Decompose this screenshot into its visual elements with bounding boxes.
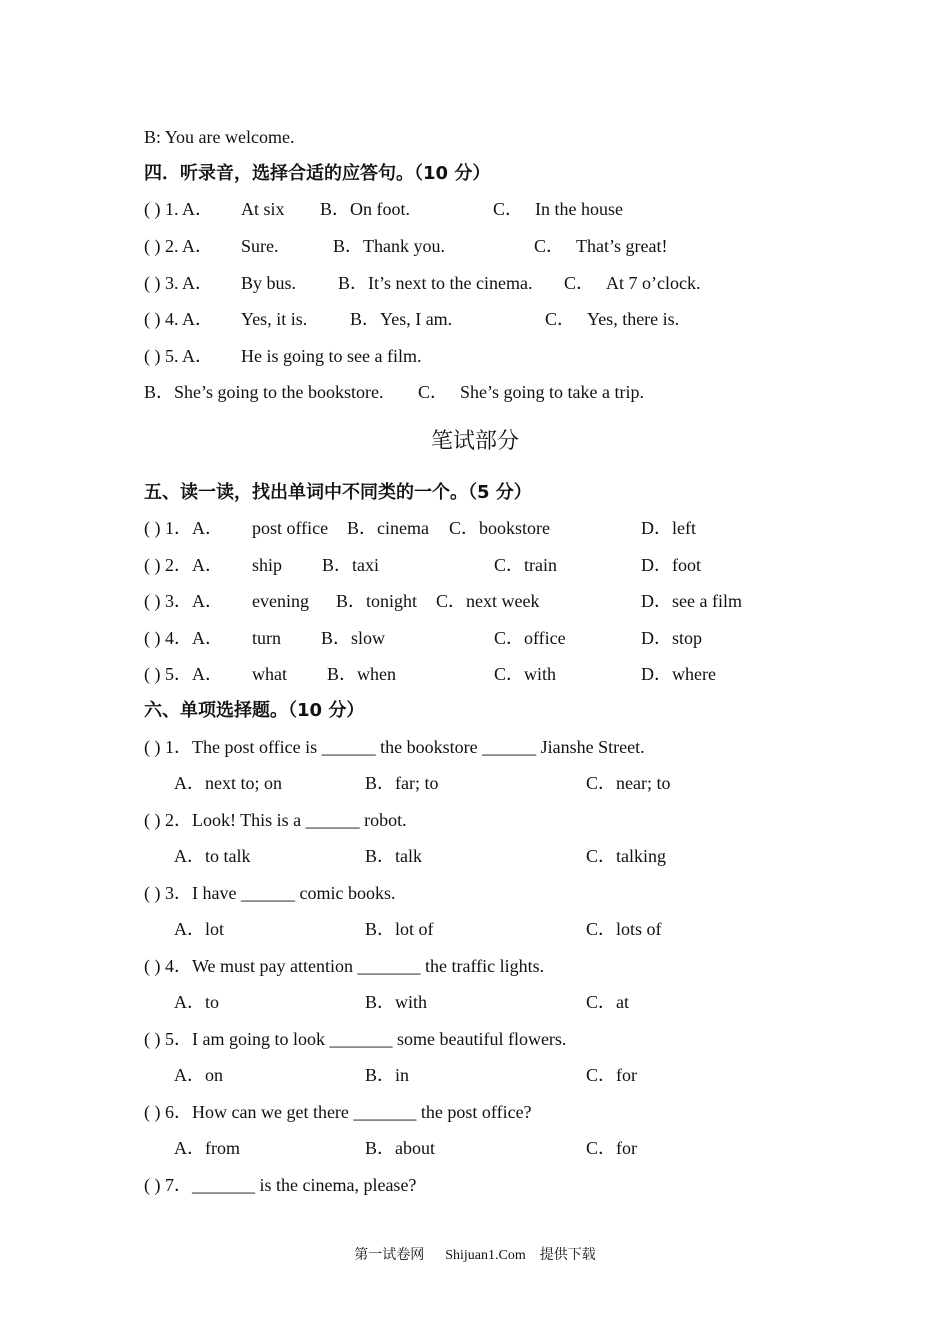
option-b: B．about bbox=[365, 1138, 435, 1158]
question-number: ( ) 3．A． bbox=[144, 591, 223, 611]
option-b: B．tonight bbox=[336, 591, 418, 611]
option-b: B．far; to bbox=[365, 773, 439, 793]
option-a: At six bbox=[241, 199, 285, 219]
option-c: In the house bbox=[535, 199, 623, 219]
question-number: ( ) 4．A． bbox=[144, 628, 223, 648]
option-c: C．for bbox=[586, 1065, 637, 1085]
option-c: C．at bbox=[586, 992, 629, 1012]
question-stem: ( ) 2．Look! This is a ______ robot. bbox=[144, 810, 407, 830]
option-a: A．to bbox=[174, 992, 219, 1012]
option-a: He is going to see a film. bbox=[241, 346, 422, 366]
section-4-heading: 四．听录音，选择合适的应答句。（10 分） bbox=[144, 163, 491, 184]
question-stem: ( ) 4．We must pay attention _______ the traffic lights. bbox=[144, 956, 545, 976]
option-b: B．On foot. bbox=[320, 199, 410, 219]
option-c-letter: C． bbox=[534, 236, 565, 256]
option-b: B．slow bbox=[321, 628, 386, 648]
option-b: B．in bbox=[365, 1065, 410, 1085]
option-b: B．taxi bbox=[322, 555, 379, 575]
section-6-heading: 六、单项选择题。（10 分） bbox=[144, 700, 365, 721]
option-c-letter: C． bbox=[564, 273, 595, 293]
option-c: She’s going to take a trip. bbox=[460, 382, 644, 402]
option-a: A．lot bbox=[174, 919, 225, 939]
option-a: Sure. bbox=[241, 236, 279, 256]
option-a: By bus. bbox=[241, 273, 297, 293]
option-c: C．for bbox=[586, 1138, 637, 1158]
option-c: C．bookstore bbox=[449, 518, 550, 538]
option-b: B．when bbox=[327, 664, 396, 684]
option-b: B．lot of bbox=[365, 919, 434, 939]
option-b: B．with bbox=[365, 992, 428, 1012]
option-a: what bbox=[252, 664, 287, 684]
option-a: turn bbox=[252, 628, 281, 648]
option-a: Yes, it is. bbox=[241, 309, 308, 329]
section-5-heading: 五、读一读，找出单词中不同类的一个。（5 分） bbox=[144, 482, 532, 503]
option-a: A．on bbox=[174, 1065, 223, 1085]
question-stem: ( ) 5．I am going to look _______ some beautiful flowers. bbox=[144, 1029, 567, 1049]
question-stem: ( ) 6．How can we get there _______ the post office? bbox=[144, 1102, 532, 1122]
option-c: C．office bbox=[494, 628, 566, 648]
option-a: A．from bbox=[174, 1138, 240, 1158]
option-c: C．next week bbox=[436, 591, 540, 611]
question-number: ( ) 5．A． bbox=[144, 664, 223, 684]
option-c-letter: C． bbox=[493, 199, 524, 219]
option-d: D．see a film bbox=[641, 591, 742, 611]
option-c: Yes, there is. bbox=[587, 309, 680, 329]
option-c: C．talking bbox=[586, 846, 666, 866]
option-b: B．It’s next to the cinema. bbox=[338, 273, 533, 293]
option-a: A．to talk bbox=[174, 846, 251, 866]
option-d: D．where bbox=[641, 664, 716, 684]
option-c: C．with bbox=[494, 664, 557, 684]
option-b: B．Yes, I am. bbox=[350, 309, 453, 329]
question-stem: ( ) 7．_______ is the cinema, please? bbox=[144, 1175, 417, 1195]
question-number: ( ) 4. A． bbox=[144, 309, 213, 329]
question-number: ( ) 2．A． bbox=[144, 555, 223, 575]
written-part-title: 笔试部分 bbox=[430, 429, 519, 454]
question-number: ( ) 1. A． bbox=[144, 199, 213, 219]
question-number: ( ) 5. A． bbox=[144, 346, 213, 366]
option-b: B．Thank you. bbox=[333, 236, 445, 256]
question-number: ( ) 3. A． bbox=[144, 273, 213, 293]
option-c: That’s great! bbox=[576, 236, 668, 256]
option-a: post office bbox=[252, 518, 329, 538]
option-d: D．stop bbox=[641, 628, 703, 648]
option-d: D．left bbox=[641, 518, 696, 538]
question-number: ( ) 2. A． bbox=[144, 236, 213, 256]
option-a: evening bbox=[252, 591, 309, 611]
option-d: D．foot bbox=[641, 555, 701, 575]
question-number: ( ) 1．A． bbox=[144, 518, 223, 538]
option-b: B．She’s going to the bookstore. bbox=[144, 382, 384, 402]
option-c-letter: C． bbox=[418, 382, 449, 402]
question-stem: ( ) 1．The post office is ______ the bookstore ______ Jianshe Street. bbox=[144, 737, 645, 757]
option-c: C．lots of bbox=[586, 919, 662, 939]
option-c: At 7 o’clock. bbox=[606, 273, 701, 293]
option-c: C．near; to bbox=[586, 773, 671, 793]
option-c: C．train bbox=[494, 555, 557, 575]
option-c-letter: C． bbox=[545, 309, 576, 329]
question-stem: ( ) 3．I have ______ comic books. bbox=[144, 883, 396, 903]
dialogue-line: B: You are welcome. bbox=[144, 127, 295, 147]
option-a: A．next to; on bbox=[174, 773, 282, 793]
option-b: B．cinema bbox=[347, 518, 429, 538]
option-a: ship bbox=[252, 555, 283, 575]
option-b: B．talk bbox=[365, 846, 422, 866]
page-footer: 第一试卷网 Shijuan1.Com 提供下载 bbox=[354, 1248, 596, 1263]
